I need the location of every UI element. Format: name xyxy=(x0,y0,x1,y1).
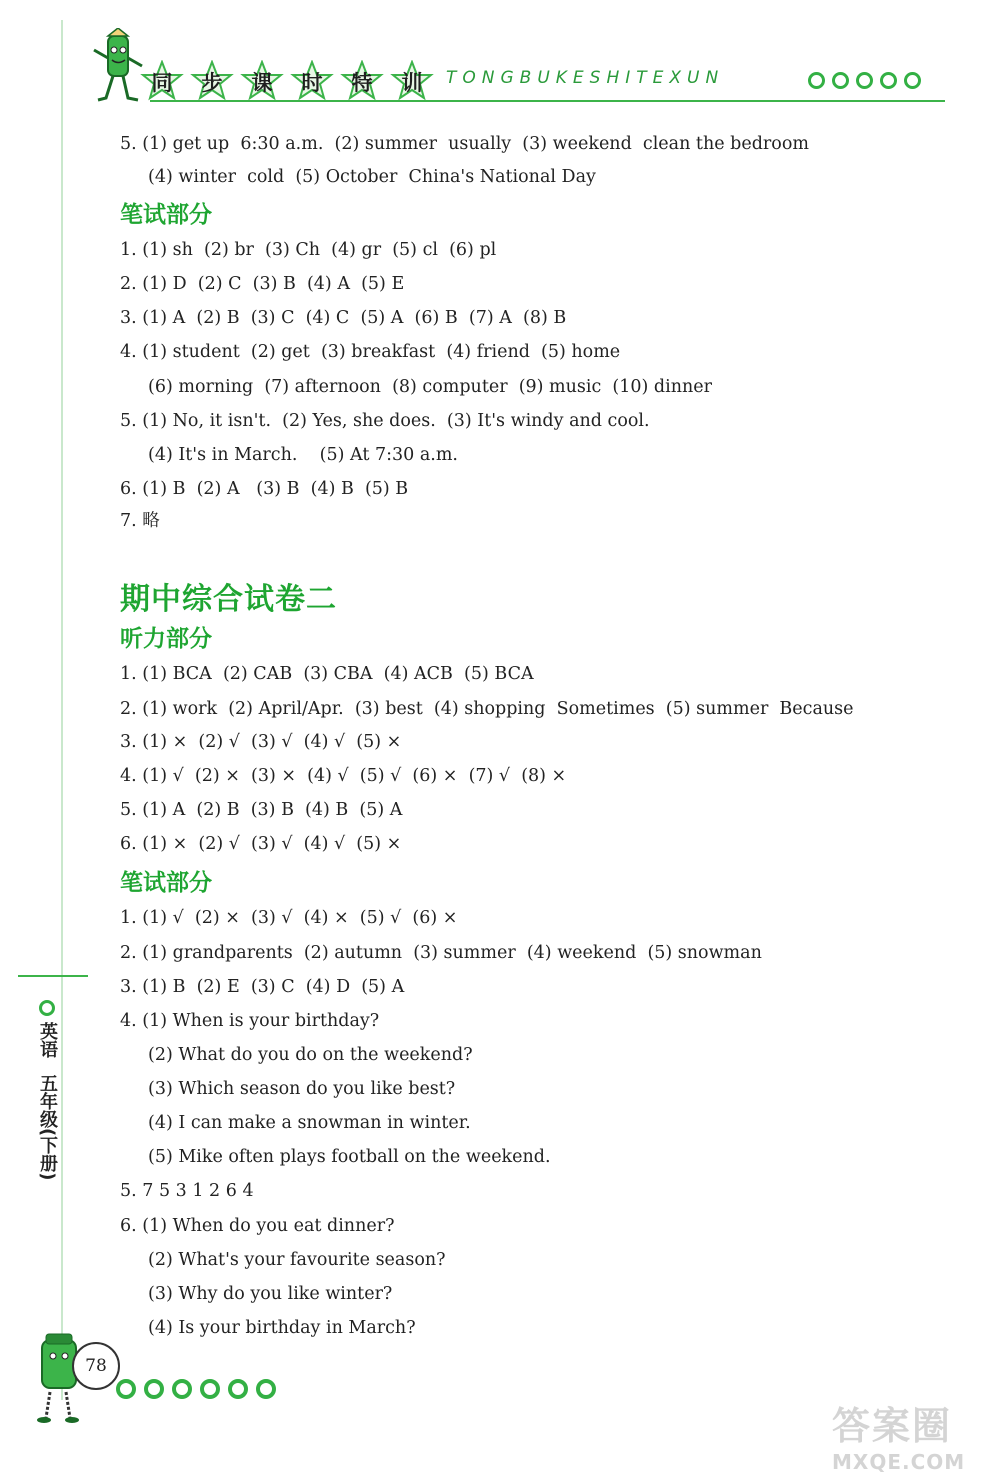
circle-icon xyxy=(256,1379,276,1399)
circle-icon xyxy=(116,1379,136,1399)
section-heading-listening: 听力部分 xyxy=(120,626,212,652)
answer-line: 5. (1) A (2) B (3) B (4) B (5) A xyxy=(120,800,403,820)
watermark-cn: 答案圈 xyxy=(832,1404,953,1448)
answer-line: (5) Mike often plays football on the weekend. xyxy=(148,1147,551,1167)
circle-icon xyxy=(172,1379,192,1399)
subject-label: 英语 xyxy=(37,1022,58,1058)
answer-line: (3) Which season do you like best? xyxy=(148,1079,456,1099)
circle-icon xyxy=(228,1379,248,1399)
exam-title: 期中综合试卷二 xyxy=(120,582,337,617)
section-heading-written: 笔试部分 xyxy=(120,870,212,896)
answer-line: 1. (1) sh (2) br (3) Ch (4) gr (5) cl (6) pl xyxy=(120,240,497,260)
decorative-circles-top xyxy=(808,72,921,89)
circle-icon xyxy=(200,1379,220,1399)
answer-line: (2) What's your favourite season? xyxy=(148,1250,446,1270)
page-header xyxy=(0,0,1000,110)
answer-line: 7. 略 xyxy=(120,511,160,531)
answer-line: 3. (1) B (2) E (3) C (4) D (5) A xyxy=(120,977,405,997)
section-heading-written: 笔试部分 xyxy=(120,202,212,228)
answer-line: 4. (1) When is your birthday? xyxy=(120,1011,380,1031)
answer-line: (2) What do you do on the weekend? xyxy=(148,1045,473,1065)
answer-line: 3. (1) A (2) B (3) C (4) C (5) A (6) B (7) A (8) B xyxy=(120,308,567,328)
circle-icon xyxy=(904,72,921,89)
left-margin-rule xyxy=(61,20,63,1400)
answer-line: 2. (1) work (2) April/Apr. (3) best (4) shopping Sometimes (5) summer Because xyxy=(120,699,854,719)
answer-line: 5. 7 5 3 1 2 6 4 xyxy=(120,1181,254,1201)
circle-icon xyxy=(880,72,897,89)
watermark-en: MXQE.COM xyxy=(832,1450,966,1474)
answer-line: 5. (1) get up 6:30 a.m. (2) summer usually (3) weekend clean the bedroom xyxy=(120,134,809,154)
answer-line: (4) I can make a snowman in winter. xyxy=(148,1113,471,1133)
answer-line: 1. (1) BCA (2) CAB (3) CBA (4) ACB (5) BCA xyxy=(120,664,534,684)
page-number: 78 xyxy=(72,1342,120,1390)
answer-line: 2. (1) D (2) C (3) B (4) A (5) E xyxy=(120,274,405,294)
answer-line: 4. (1) student (2) get (3) breakfast (4) friend (5) home xyxy=(120,342,621,362)
title-star-char: 训 xyxy=(390,60,434,104)
answer-line: (6) morning (7) afternoon (8) computer (9) music (10) dinner xyxy=(148,377,712,397)
title-star-char: 步 xyxy=(190,60,234,104)
answer-line: 2. (1) grandparents (2) autumn (3) summer (4) weekend (5) snowman xyxy=(120,943,762,963)
circle-icon xyxy=(39,1000,55,1016)
answer-line: (4) winter cold (5) October China's National Day xyxy=(148,167,596,187)
answer-line: (3) Why do you like winter? xyxy=(148,1284,393,1304)
title-star-char: 特 xyxy=(340,60,384,104)
series-title xyxy=(140,60,434,104)
header-rule xyxy=(150,100,945,102)
answer-line: 4. (1) √ (2) × (3) × (4) √ (5) √ (6) × (7) √ (8) × xyxy=(120,766,567,786)
answer-line: 1. (1) √ (2) × (3) √ (4) × (5) √ (6) × xyxy=(120,908,458,928)
sidebar-rule xyxy=(18,975,88,977)
answer-line: 3. (1) × (2) √ (3) √ (4) √ (5) × xyxy=(120,732,402,752)
answer-line: (4) It's in March. (5) At 7:30 a.m. xyxy=(148,445,458,465)
sidebar-label xyxy=(30,1000,64,1180)
answer-line: 5. (1) No, it isn't. (2) Yes, she does. (3) It's windy and cool. xyxy=(120,411,650,431)
circle-icon xyxy=(856,72,873,89)
circle-icon xyxy=(832,72,849,89)
pencil-mascot-icon xyxy=(88,28,148,108)
answer-line: 6. (1) × (2) √ (3) √ (4) √ (5) × xyxy=(120,834,402,854)
watermark xyxy=(832,1395,965,1474)
title-star-char: 课 xyxy=(240,60,284,104)
decorative-circles-bottom xyxy=(116,1379,276,1399)
title-star-char: 同 xyxy=(140,60,184,104)
series-pinyin: TONGBUKESHITEXUN xyxy=(446,68,725,88)
grade-label: 五年级(下册) xyxy=(37,1074,58,1181)
circle-icon xyxy=(144,1379,164,1399)
answer-line: 6. (1) B (2) A (3) B (4) B (5) B xyxy=(120,479,409,499)
circle-icon xyxy=(808,72,825,89)
answer-line: 6. (1) When do you eat dinner? xyxy=(120,1216,395,1236)
answer-line: (4) Is your birthday in March? xyxy=(148,1318,416,1338)
title-star-char: 时 xyxy=(290,60,334,104)
